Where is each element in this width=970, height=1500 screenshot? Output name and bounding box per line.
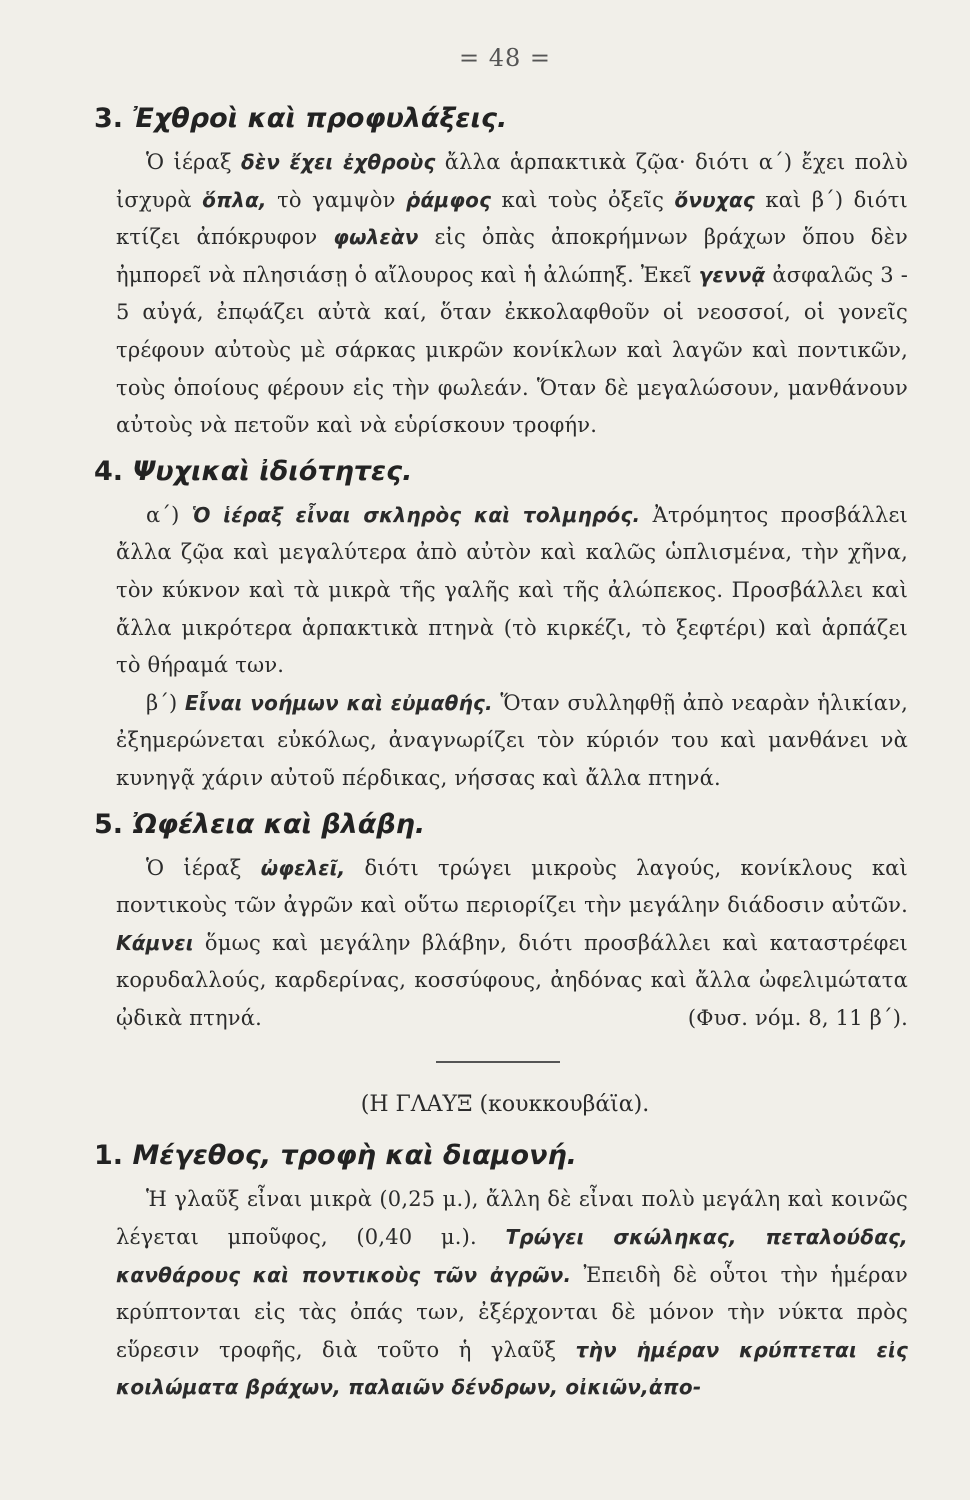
bold-term: γεννᾷ [698, 262, 766, 287]
section-title: Ἐχθροὶ καὶ προφυλάξεις. [132, 103, 508, 134]
bold-term: Κάμνει [116, 930, 194, 955]
bold-term: ὄνυχας [674, 187, 755, 212]
section-title: Μέγεθος, τροφὴ καὶ διαμονή. [132, 1140, 577, 1172]
text-run: τὸ γαμψὸν [266, 187, 406, 212]
bold-term: Τρώγει σκώληκας, πεταλούδας, κανθάρους καὶ ποντικοὺς τῶν ἀγρῶν. [116, 1225, 908, 1287]
text-run: Ὅταν συλληφθῇ ἀπὸ νεαρὰν ἡλικίαν, ἐξημερώνεται εὐκόλως, ἀναγνωρίζει τὸν κύριόν του καὶ μανθάνει νὰ κυνηγᾷ χάριν αὐτοῦ πέρδικας, νήσσας καὶ ἄλλα πτηνά. [116, 690, 908, 790]
text-run: Ἡ γλαῦξ εἶναι μικρὰ (0,25 μ.), ἄλλη δὲ εἶναι πολὺ μεγάλη καὶ κοινῶς λέγεται μποῦφος, (0,40 μ.). [116, 1187, 908, 1250]
section-number: 3. [94, 103, 124, 134]
text-run: ὅμως καὶ μεγάλην βλάβην, διότι προσβάλλει καὶ καταστρέφει κορυδαλλούς, καρδερίνας, κοσσύφους, ἀηδόνας καὶ ἄλλα ὠφελιμώτατα ᾠδικὰ πτηνά. [116, 930, 908, 1030]
section-heading-traits [94, 453, 908, 491]
paragraph-trait-a [116, 497, 908, 685]
section-number: 1. [94, 1140, 124, 1172]
page-number: = 48 = [458, 44, 551, 72]
paragraph-enemies [116, 144, 908, 445]
text-run: Ὁ ἱέραξ [146, 150, 241, 174]
text-run: Ὁ ἱέραξ [146, 855, 261, 880]
bold-term: Εἶναι νοήμων καὶ εὐμαθής. [184, 690, 493, 715]
text-run: διότι τρώγει μικροὺς λαγούς, κονίκλους καὶ ποντικοὺς τῶν ἀγρῶν καὶ οὕτω περιορίζει τὴν μεγάλην διάδοσιν αὐτῶν. [116, 855, 908, 918]
section-heading-benefit [94, 806, 908, 844]
paragraph-benefit [116, 850, 908, 1038]
paragraph-trait-b [116, 685, 908, 798]
bold-term: ὠφελεῖ, [260, 855, 346, 880]
text-run: καὶ τοὺς ὀξεῖς [491, 187, 675, 212]
bold-term: ὅπλα, [202, 187, 267, 212]
bold-term: τὴν ἡμέραν κρύπτεται εἰς κοιλώματα βράχων, παλαιῶν δένδρων, οἰκιῶν,ἀπο- [116, 1337, 908, 1400]
paragraph-owl-size [116, 1181, 908, 1407]
section-title: Ψυχικαὶ ἰδιότητες. [132, 455, 413, 487]
text-run: Ἐπειδὴ δὲ οὗτοι τὴν ἡμέραν κρύπτονται εἰς τὰς ὀπάς των, ἐξέρχονται δὲ μόνον τὴν νύκτα πρὸς εὕρεσιν τροφῆς, διὰ τοῦτο ἡ γλαῦξ [116, 1262, 909, 1362]
text-run: καὶ β΄) διότι κτίζει ἀπόκρυφον [116, 187, 908, 250]
text-run: Ἀτρόμητος προσβάλλει ἄλλα ζῷα καὶ μεγαλύτερα ἀπὸ αὐτὸν καὶ καλῶς ὡπλισμένα, τὴν χῆνα, τὸν κύκνον καὶ τὰ μικρὰ τῆς γαλῆς καὶ τῆς ἀλώπεκος. Προσβάλλει καὶ ἄλλα μικρότερα ἁρπακτικὰ πτηνὰ (τὸ κιρκέζι, τὸ ξεφτέρι) καὶ ἁρπάζει τὸ θήραμά των. [116, 502, 908, 678]
bold-term: ῥάμφος [405, 187, 492, 212]
section-title: Ὠφέλεια καὶ βλάβη. [132, 808, 426, 840]
section-divider [436, 1061, 560, 1063]
section-heading-owl-size [94, 1137, 908, 1175]
text-run: εἰς ὀπὰς ἀποκρήμνων βράχων ὅπου δὲν ἠμπορεῖ νὰ πλησιάσῃ ὁ αἴλουρος καὶ ἡ ἀλώπηξ. Ἐκεῖ [116, 225, 909, 287]
text-run: ἀσφαλῶς 3 - 5 αὐγά, ἐπῳάζει αὐτὰ καί, ὅταν ἐκκολαφθοῦν οἱ νεοσσοί, οἱ γονεῖς τρέφουν αὐτοὺς μὲ σάρκας μικρῶν κονίκλων καὶ λαγῶν καὶ ποντικῶν, τοὺς ὁποίους φέρουν εἰς τὴν φωλεάν. Ὅταν δὲ μεγαλώσουν, μανθάνουν αὐτοὺς νὰ πετοῦν καὶ νὰ εὑρίσκουν τροφήν. [116, 262, 908, 438]
section-heading-enemies [94, 100, 908, 138]
law-reference: (Φυσ. νόμ. 8, 11 β΄). [687, 1005, 908, 1030]
text-run: α΄) [146, 502, 192, 527]
bold-term: Ὁ ἱέραξ εἶναι σκληρὸς καὶ τολμηρός. [191, 502, 641, 527]
bold-term: φωλεὰν [333, 225, 419, 250]
section-number: 5. [94, 808, 124, 840]
bold-term: δὲν ἔχει ἐχθροὺς [240, 150, 436, 174]
text-run: ἄλλα ἁρπακτικὰ ζῷα· διότι α΄) ἔχει πολὺ ἰσχυρὰ [116, 150, 908, 212]
owl-chapter-title: (Η ΓΛΑΥΞ (κουκκουβάϊα). [360, 1092, 650, 1118]
text-run: β΄) [146, 690, 185, 715]
section-number: 4. [94, 455, 124, 487]
